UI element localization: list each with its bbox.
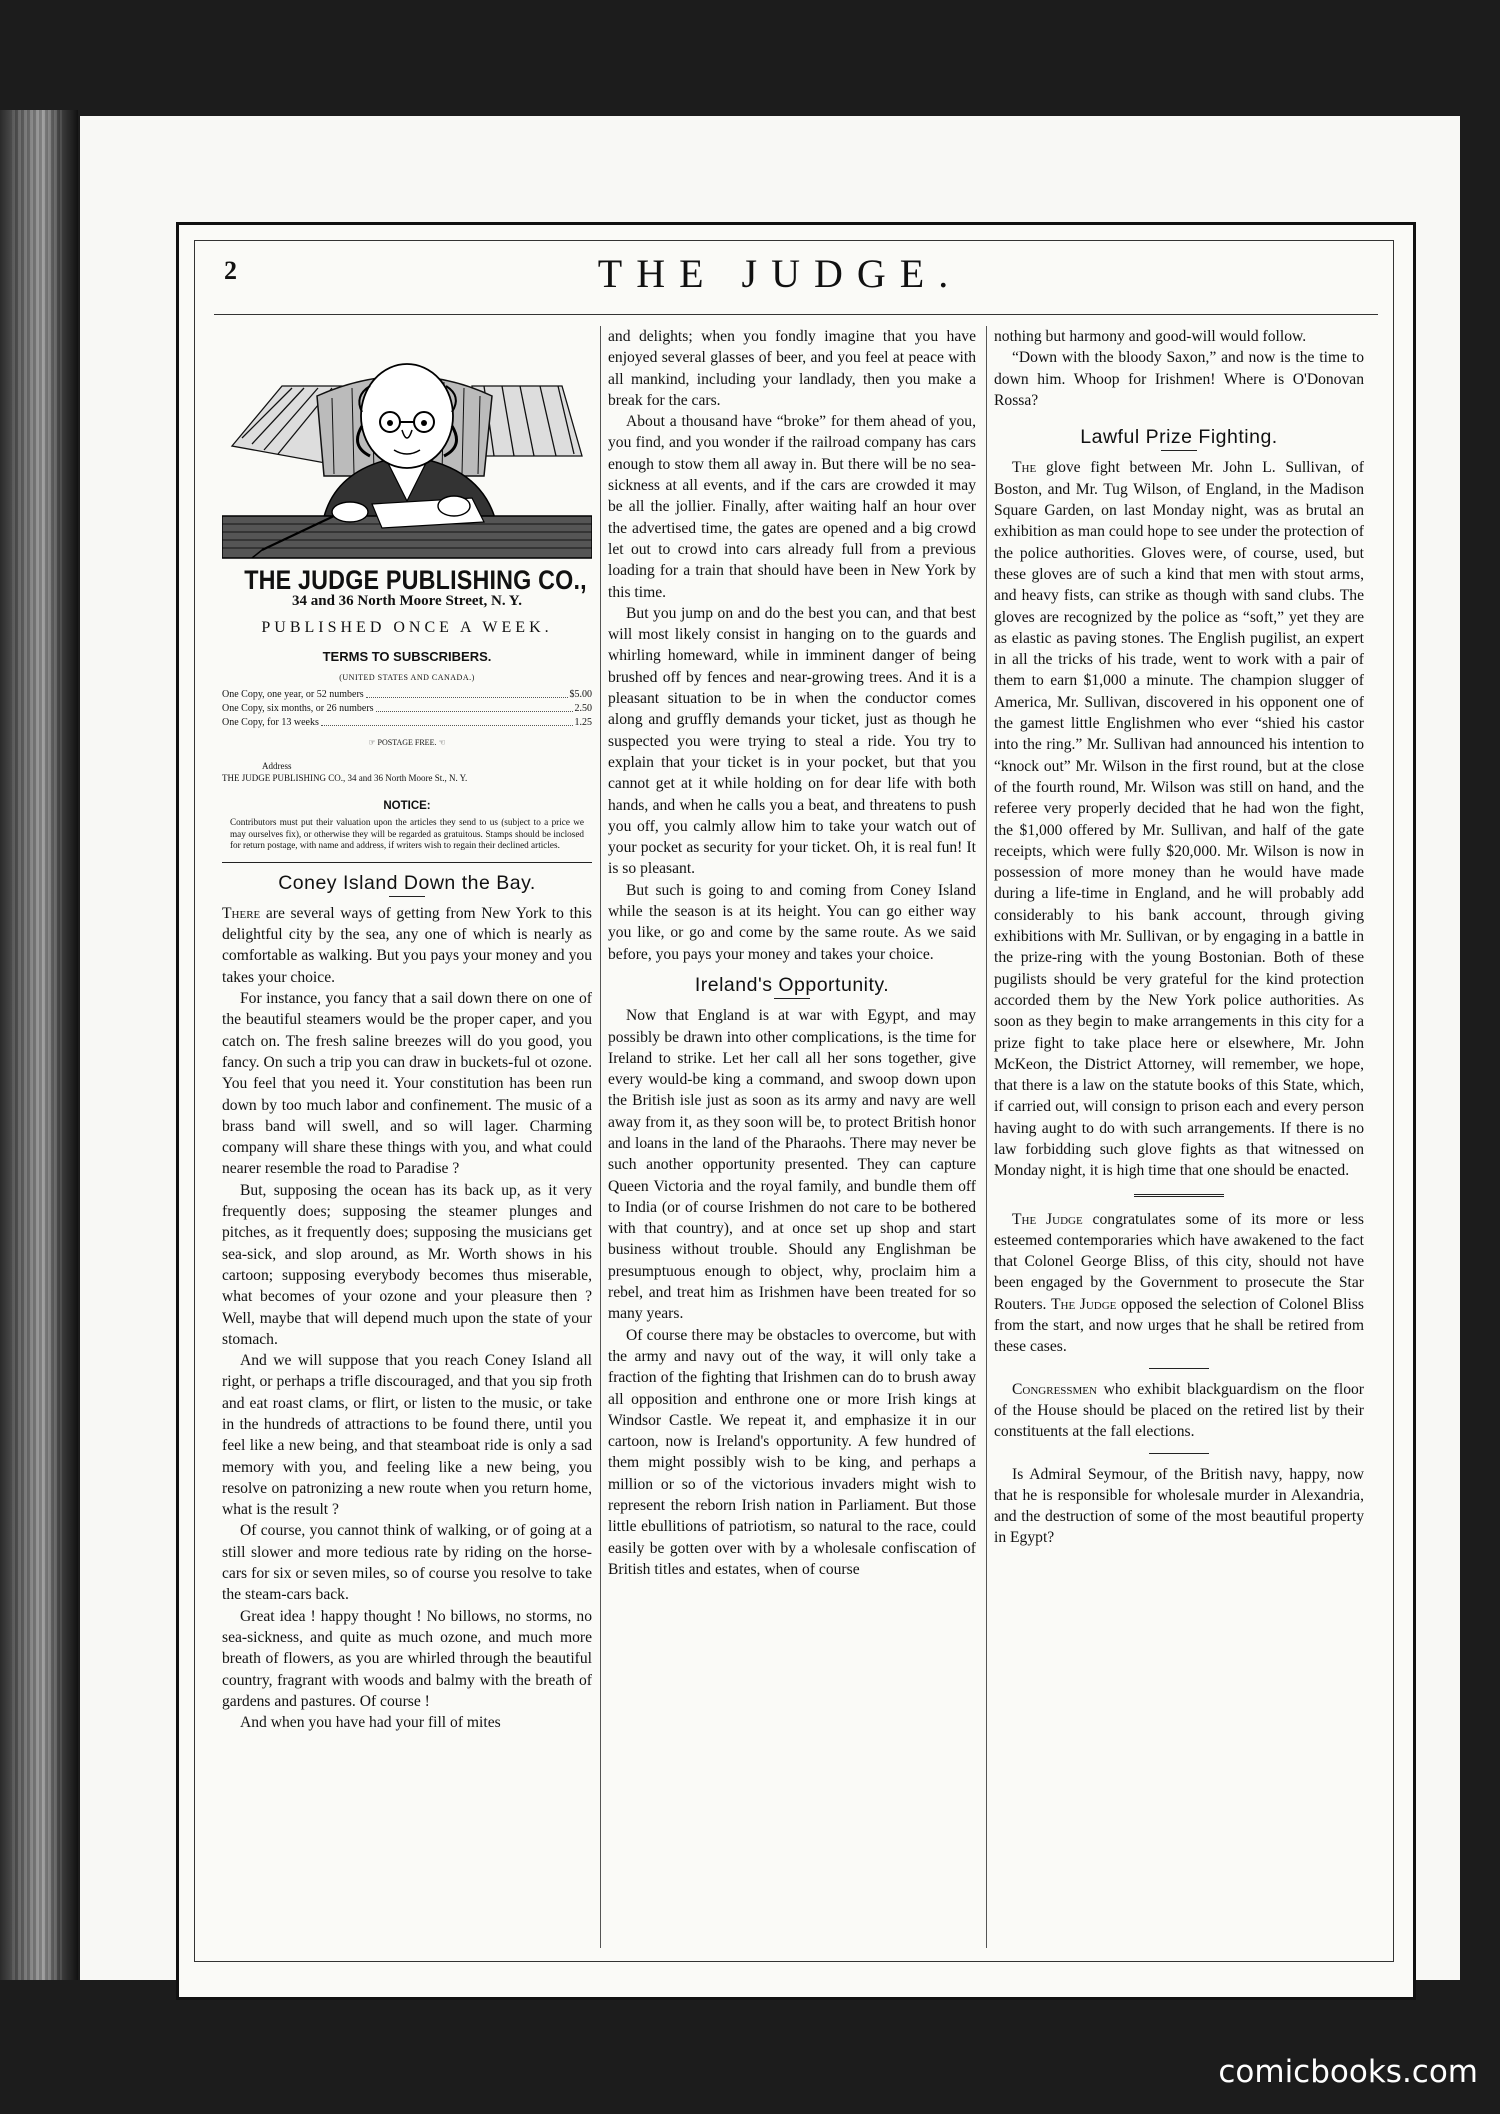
paragraph: Of course there may be obstacles to overcome, but with the army and navy out of the way, it will only take a fraction of the fighting that Irishmen can do to brush away all opposition and enthrone one or more Irish kings at Windsor Castle. We repeat it, and emphasize it in our cartoon, now is Ireland's opportunity. A few hundred of them might possibly wish to be king, and perhaps a million or so of the victorious invaders might wish to represent the reborn Irish nation in Parliament. But those little ebullitions of patriotism, so natural to the race, could easily be gotten over with by a wholesale confiscation of British titles and estates, when of course [608, 1326, 976, 1578]
address-block [222, 760, 592, 784]
title-rule [389, 896, 425, 897]
paragraph: Congressmen who exhibit blackguardism on the floor of the House should be placed on the retired list by their constituents at the fall elections. [994, 1380, 1364, 1441]
paragraph: About a thousand have “broke” for them ahead of you, you find, and you wonder if the railroad company has cars enough to stow them all away in. But there will be no sea-sickness at all events, and if the cars are crowded it may be all the jollier. Finally, after waiting half an hour over the advertised time, the gates are opened and a big crowd let out to crowd into cars already full from a previous loading for a train that should have been in New York by this time. [608, 413, 976, 601]
paragraph: nothing but harmony and good-will would follow. [994, 328, 1307, 345]
publisher-name: THE JUDGE PUBLISHING CO., [244, 565, 587, 595]
article-title: Coney Island Down the Bay. [278, 871, 536, 894]
title-rule [1161, 450, 1197, 451]
address-label: Address [262, 760, 292, 771]
paragraph: And we will suppose that you reach Coney Island all right, or perhaps a trifle discouraged, and that you sip froth and eat roast clams, or flirt, or listen to the music, or take in the hundreds of attractions to be found there, until you feel like a new being, and that steamboat ride is only a sad memory with you, and feeling like a new being, you resolve on patronizing a new route when you return home, what is the result ? [222, 1352, 592, 1519]
paragraph: For instance, you fancy that a sail down there on one of the beautiful steamers would be the proper caper, and you catch on. The fresh saline breezes will do you good, you fancy. On such a trip you can draw in buckets-ful ot ozone. You feel that you need it. Your constitution has been run down by too much labor and confinement. The music of a brass band will swell, and so will lager. Charming company will share these things with you, and what could nearer resemble the road to Paradise ? [222, 990, 592, 1178]
paragraph: And when you have had your fill of mites [240, 1714, 501, 1732]
terms-row [222, 688, 592, 702]
title-rule [774, 998, 810, 999]
column-divider [986, 326, 987, 1948]
terms-row [222, 716, 592, 730]
masthead-title: THE JUDGE. [597, 251, 963, 296]
terms-subtitle: (UNITED STATES AND CANADA.) [339, 673, 475, 683]
page-number: 2 [224, 256, 237, 285]
paragraph: Great idea ! happy thought ! No billows, no storms, no sea-sickness, and quite as much ozone, and much more breath of flowers, as you are whirled through the beautiful country, fragrant with woods and balmy with the breath of gardens and pastures. Of course ! [222, 1607, 592, 1710]
book-binding-edge [0, 110, 78, 1980]
column-3 [994, 326, 1364, 1549]
terms-title: TERMS TO SUBSCRIBERS. [322, 648, 492, 664]
publisher-address: 34 and 36 North Moore Street, N. Y. [292, 593, 522, 610]
terms-label: One Copy, for 13 weeks [222, 717, 319, 729]
paragraph: “Down with the bloody Saxon,” and now is the time to down him. Whoop for Irishmen! Where is O'Donovan Rossa? [994, 349, 1364, 409]
terms-price: 1.25 [574, 717, 592, 729]
postage-note: ☞ POSTAGE FREE. ☜ [368, 738, 446, 748]
section-separator [1149, 1453, 1209, 1454]
column-1 [222, 326, 592, 1733]
notice-title: NOTICE: [383, 799, 431, 812]
site-watermark: comicbooks.com [1218, 2054, 1478, 2090]
column-divider [600, 326, 601, 1948]
section-separator [1149, 1368, 1209, 1369]
terms-price: $5.00 [569, 689, 592, 701]
publication-frequency: PUBLISHED ONCE A WEEK. [261, 618, 553, 636]
article-title: Lawful Prize Fighting. [1080, 426, 1278, 449]
article-title: Ireland's Opportunity. [694, 973, 890, 996]
terms-row [222, 702, 592, 716]
notice-text: Contributors must put their valuation upon the articles they send to us (subject to a price we may ourselves fix), or otherwise they will be regarded as gratuitous. Stamps should be inclosed for return postage, with name and address, if writers wish to regain their declined articles. [230, 817, 584, 851]
terms-label: One Copy, six months, or 26 numbers [222, 703, 374, 715]
paragraph: The glove fight between Mr. John L. Sullivan, of Boston, and Mr. Tug Wilson, of England, in the Madison Square Garden, on last Monday night, was as brutal an exhibition as man could hope to see under the protection of the police authorities. Gloves were, of course, used, but these gloves are of such a kind that men with stout arms, and heavy fists, can strike as though with sand clubs. The gloves are recognized by the police as “soft,” yet they are as elastic as paving stones. The English pugilist, an expert in all the tricks of his trade, went to work with a pair of them to earn $1,000 a minute. The champion slugger of America, Mr. Sullivan, discovered in his opponent one of the gamest little Englishmen who ever “shied his castor into the ring.” Mr. Sullivan had announced his intention to “knock out” Mr. Wilson in the first round, but at the close of the fourth round, Mr. Wilson was still on hand, and the referee very properly decided that he had won the fight, the $1,000 offered by Mr. Sullivan, and half of the gate receipts, which were fully $20,000. Mr. Wilson is now in possession of more money than he would have made during a life-time in England, and he will probably add considerably to his bank account, through giving exhibitions with Mr. Sullivan, or by engaging in a battle in the prize-ring with the young Bostonian. Both of these pugilists should be very grateful for the kind protection accorded them by the New York police authorities. As soon as they begin to make arrangements in this city for a prize fight to take place here or elsewhere, Mr. John McKeon, the District Attorney, will remember, we hope, that there is a law on the statute books of this State, which, if carried out, will consign to prison each and every person having aught to do with such arrangements. If there is no law forbidding such glove fights as that witnessed on Monday night, it is high time that one should be enacted. [994, 459, 1364, 1180]
paragraph: There are several ways of getting from New York to this delightful city by the sea, any one of which is nearly as comfortable as walking. But you pays your money and you takes your choice. [222, 904, 592, 986]
paragraph: Of course, you cannot think of walking, or of going at a still slower and more tedious rate by riding on the horse-cars for six or seven miles, so of course you resolve to take the steam-cars back. [222, 1522, 592, 1604]
paragraph: Is Admiral Seymour, of the British navy, happy, now that he is responsible for wholesale murder in Alexandria, and the destruction of some of the most beautiful property in Egypt? [994, 1465, 1364, 1547]
paragraph: But such is going to and coming from Coney Island while the season is at its height. You can go either way you like, or go and come by the same route. As we said before, you pays your money and takes your choice. [608, 881, 976, 963]
address-line: THE JUDGE PUBLISHING CO., 34 and 36 North Moore St., N. Y. [222, 772, 468, 783]
paragraph: But, supposing the ocean has its back up, as it very frequently does; supposing the steamer plunges and pitches, as it frequently does; supposing the musicians get sea-sick, and slop around, as Mr. Worth shows in his cartoon; supposing everybody becomes thus miserable, what becomes of your ozone and your pleasure then ? Well, maybe that will depend much upon the state of your stomach. [222, 1181, 592, 1348]
header-rule [214, 314, 1378, 315]
paragraph: Now that England is at war with Egypt, and may possibly be drawn into other complications, is the time for Ireland to strike. Let her call all her sons together, give every would-be king a command, and swoop down upon the British isle just as soon as its army and navy are well away from it, as they soon will be, to protect British honor and loans in the land of the Pharaohs. There may never be such another opportunity presented. They can capture Queen Victoria and the royal family, and bundle them off to India (or of course Irishmen do not care to be bothered with that country), and at once set up shop and start business without trouble. Should any Englishman be presumptuous enough to object, why, proclaim him a rebel, and treat him as Irishmen have been treated for so many years. [608, 1007, 976, 1323]
editor-illustration [222, 326, 592, 566]
section-separator [1134, 1194, 1224, 1199]
terms-price: 2.50 [574, 703, 592, 715]
paragraph: and delights; when you fondly imagine that you have enjoyed several glasses of beer, and you feel at peace with all mankind, including your landlady, then you make a break for the cars. [608, 328, 976, 409]
column-2 [608, 326, 976, 1580]
postage-text: POSTAGE FREE. [377, 738, 437, 748]
paragraph: But you jump on and do the best you can, and that best will most likely consist in hanging on to the guards and whirling homeward, while in imminent danger of being brushed off by fences and near-growing trees. And it is a pleasant situation to be in when the conductor comes along and gruffly demands your ticket, just as though he suspected you were trying to steal a ride. You try to explain that your ticket is in your pocket, but that you cannot get at it while holding on for dear life with both hands, and when he calls you a beat, and threatens to push you off, you calmly allow him to take your watch out of your pocket as security for your ticket. Oh, it is real fun! It is so pleasant. [608, 604, 976, 878]
paragraph: The Judge congratulates some of its more or less esteemed contemporaries which have awakened to the fact that Colonel George Bliss, of this city, should not have been engaged by the Government to prosecute the Star Routers. The Judge opposed the selection of Colonel Bliss from the start, and now urges that he shall be retired from these cases. [994, 1210, 1364, 1356]
terms-label: One Copy, one year, or 52 numbers [222, 689, 364, 701]
section-rule [222, 862, 592, 863]
editor-at-desk-illustration [222, 326, 592, 566]
